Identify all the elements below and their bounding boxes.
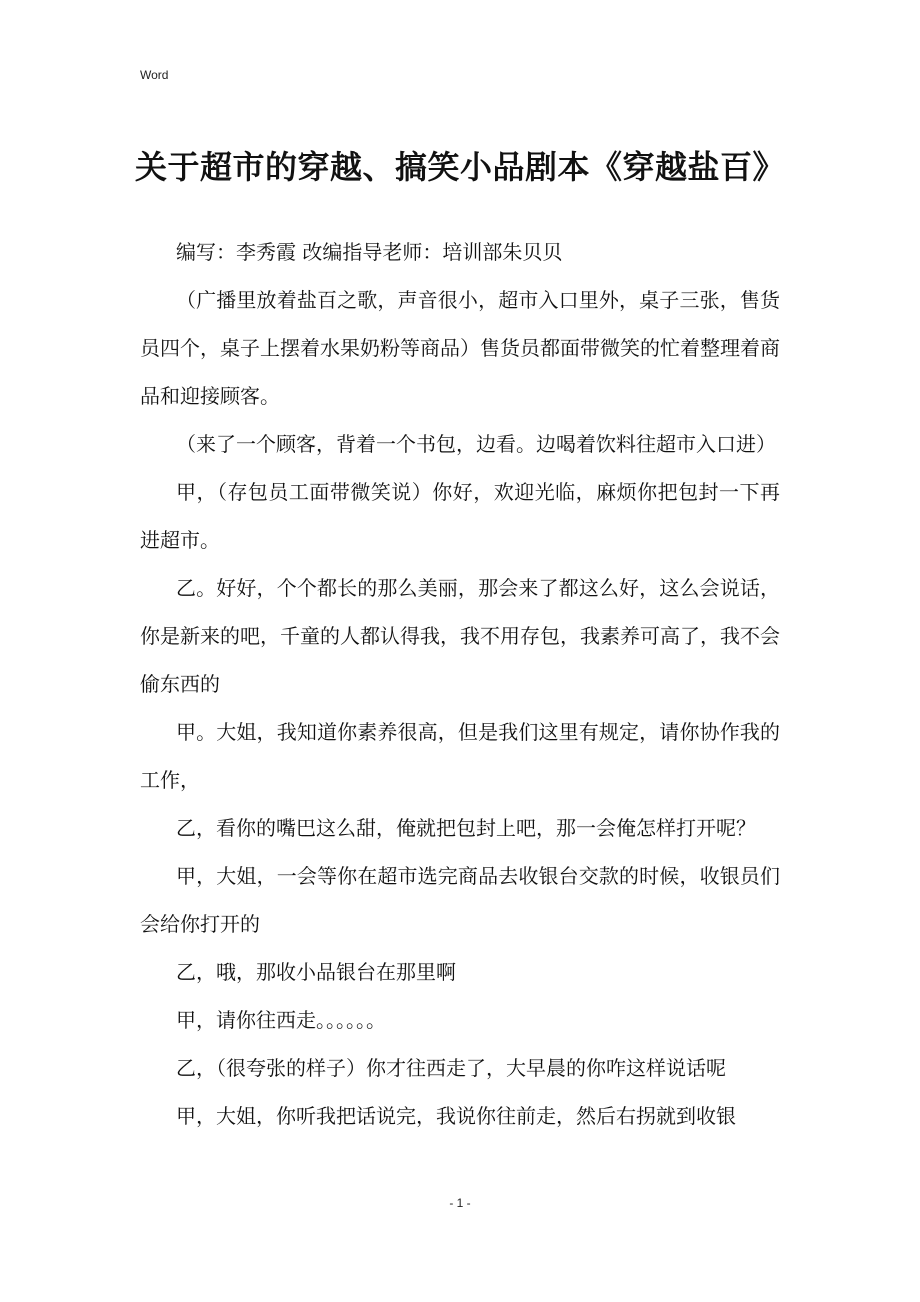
- paragraph-dialogue: 甲，大姐，一会等你在超市选完商品去收银台交款的时候，收银员们会给你打开的: [140, 864, 780, 936]
- paragraph-dialogue: 乙，（很夸张的样子）你才往西走了，大早晨的你咋这样说话呢: [176, 1056, 726, 1080]
- paragraph-dialogue: 乙，看你的嘴巴这么甜，俺就把包封上吧，那一会俺怎样打开呢？: [176, 816, 756, 840]
- paragraph-stage-direction: （广播里放着盐百之歌，声音很小，超市入口里外，桌子三张，售货员四个，桌子上摆着水果奶粉等商品）售货员都面带微笑的忙着整理着商品和迎接顾客。: [140, 288, 780, 408]
- page-number: - 1 -: [449, 1196, 471, 1210]
- paragraph-stage-direction: （来了一个顾客，背着一个书包，边看。边喝着饮料往超市入口进）: [176, 432, 776, 456]
- paragraph-dialogue: 乙，哦，那收小品银台在那里啊: [176, 960, 456, 984]
- paragraph-dialogue: 甲。大姐，我知道你素养很高，但是我们这里有规定，请你协作我的工作，: [140, 720, 780, 792]
- paragraph-dialogue: 乙。好好，个个都长的那么美丽，那会来了都这么好，这么会说话，你是新来的吧，千童的人都认得我，我不用存包，我素养可高了，我不会偷东西的: [140, 576, 780, 696]
- document-title: 关于超市的穿越、搞笑小品剧本《穿越盐百》: [134, 148, 785, 186]
- document-body: [140, 228, 780, 1140]
- paragraph-dialogue: 甲，大姐，你听我把话说完，我说你往前走，然后右拐就到收银: [176, 1104, 736, 1128]
- paragraph-byline: 编写：李秀霞 改编指导老师：培训部朱贝贝: [176, 240, 563, 264]
- paragraph-dialogue: 甲，（存包员工面带微笑说）你好，欢迎光临，麻烦你把包封一下再进超市。: [140, 480, 780, 552]
- paragraph-dialogue: 甲，请你往西走。。。。。。: [176, 1008, 386, 1032]
- header-label: Word: [140, 68, 169, 82]
